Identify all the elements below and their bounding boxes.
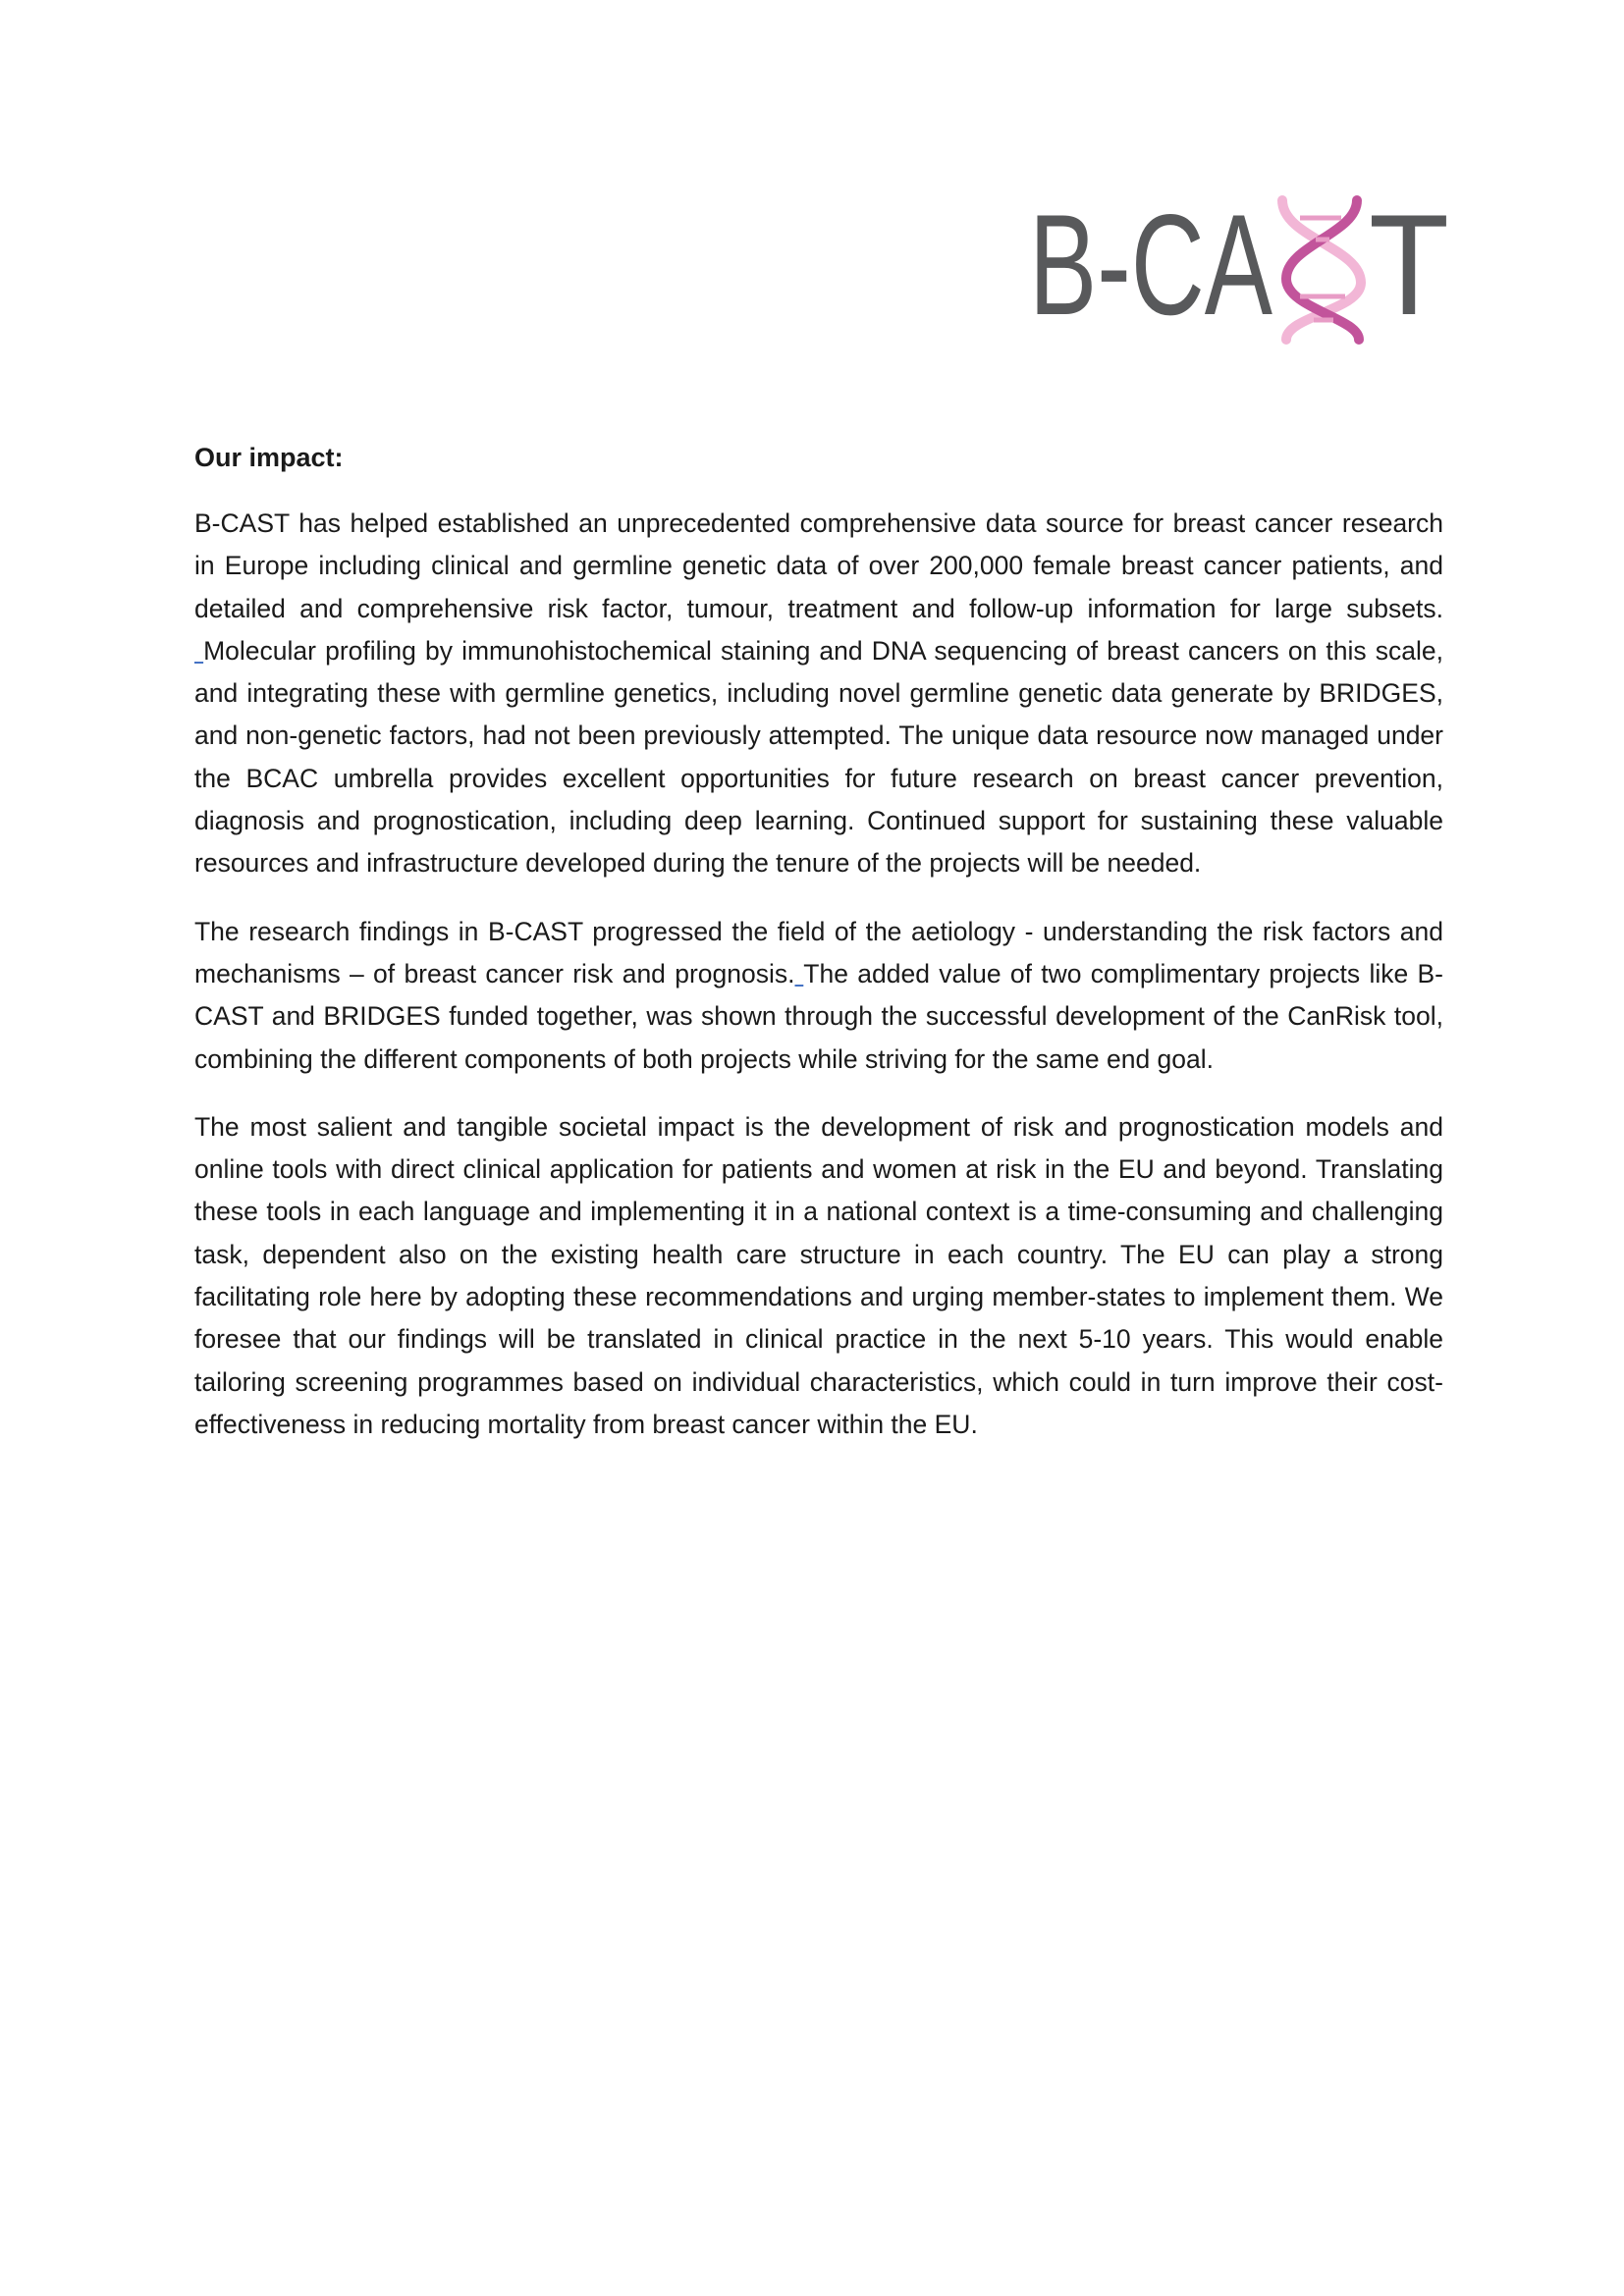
dna-helix-icon <box>1282 200 1361 340</box>
paragraph-3: The most salient and tangible societal impact is the development of risk and prognostication models and online tools with direct clinical application for patients and women at risk in the EU and beyond. Translating these tools in each language and implementing it in a national context is a time-consuming and challenging task, dependent also on the existing health care structure in each country. The EU can play a strong facilitating role here by adopting these recommendations and urging member-states to implement them. We foresee that our findings will be translated in clinical practice in the next 5-10 years. This would enable tailoring screening programmes based on individual characteristics, which could in turn improve their cost-effectiveness in reducing mortality from breast cancer within the EU. <box>194 1111 1443 1439</box>
section-heading: Our impact: <box>194 443 344 472</box>
paragraph-2-part-1: The research findings in B-CAST progressed the field of the aetiology - understanding the risk factors and mechanisms – of breast cancer risk and prognosis. <box>194 916 1443 988</box>
underlined-gap <box>194 636 203 666</box>
underlined-gap <box>794 959 803 988</box>
b-cast-logo <box>1029 188 1451 346</box>
logo-text-right: T <box>1369 188 1449 345</box>
paragraph-2 <box>194 911 1443 1081</box>
document-body <box>194 438 1443 1471</box>
paragraph-1-part-2: Molecular profiling by immunohistochemical staining and DNA sequencing of breast cancers on this scale, and integrating these with germline genetics, including novel germline genetic data generate by BRIDGES, and non-genetic factors, had not been previously attempted. The unique data resource now managed under the BCAC umbrella provides excellent opportunities for future research on breast cancer prevention, diagnosis and prognostication, including deep learning. Continued support for sustaining these valuable resources and infrastructure developed during the tenure of the projects will be needed. <box>194 635 1443 879</box>
paragraph-2-part-2: The added value of two complimentary projects like B-CAST and BRIDGES funded together, was shown through the successful development of the CanRisk tool, combining the different components of both projects while striving for the same end goal. <box>194 958 1443 1074</box>
paragraph-1-part-1: B-CAST has helped established an unprecedented comprehensive data source for breast cancer research in Europe including clinical and germline genetic data of over 200,000 female breast cancer patients, and detailed and comprehensive risk factor, tumour, treatment and follow-up information for large subsets. <box>194 508 1443 623</box>
logo-text-left: B-CA <box>1029 188 1273 345</box>
paragraph-1 <box>194 503 1443 885</box>
